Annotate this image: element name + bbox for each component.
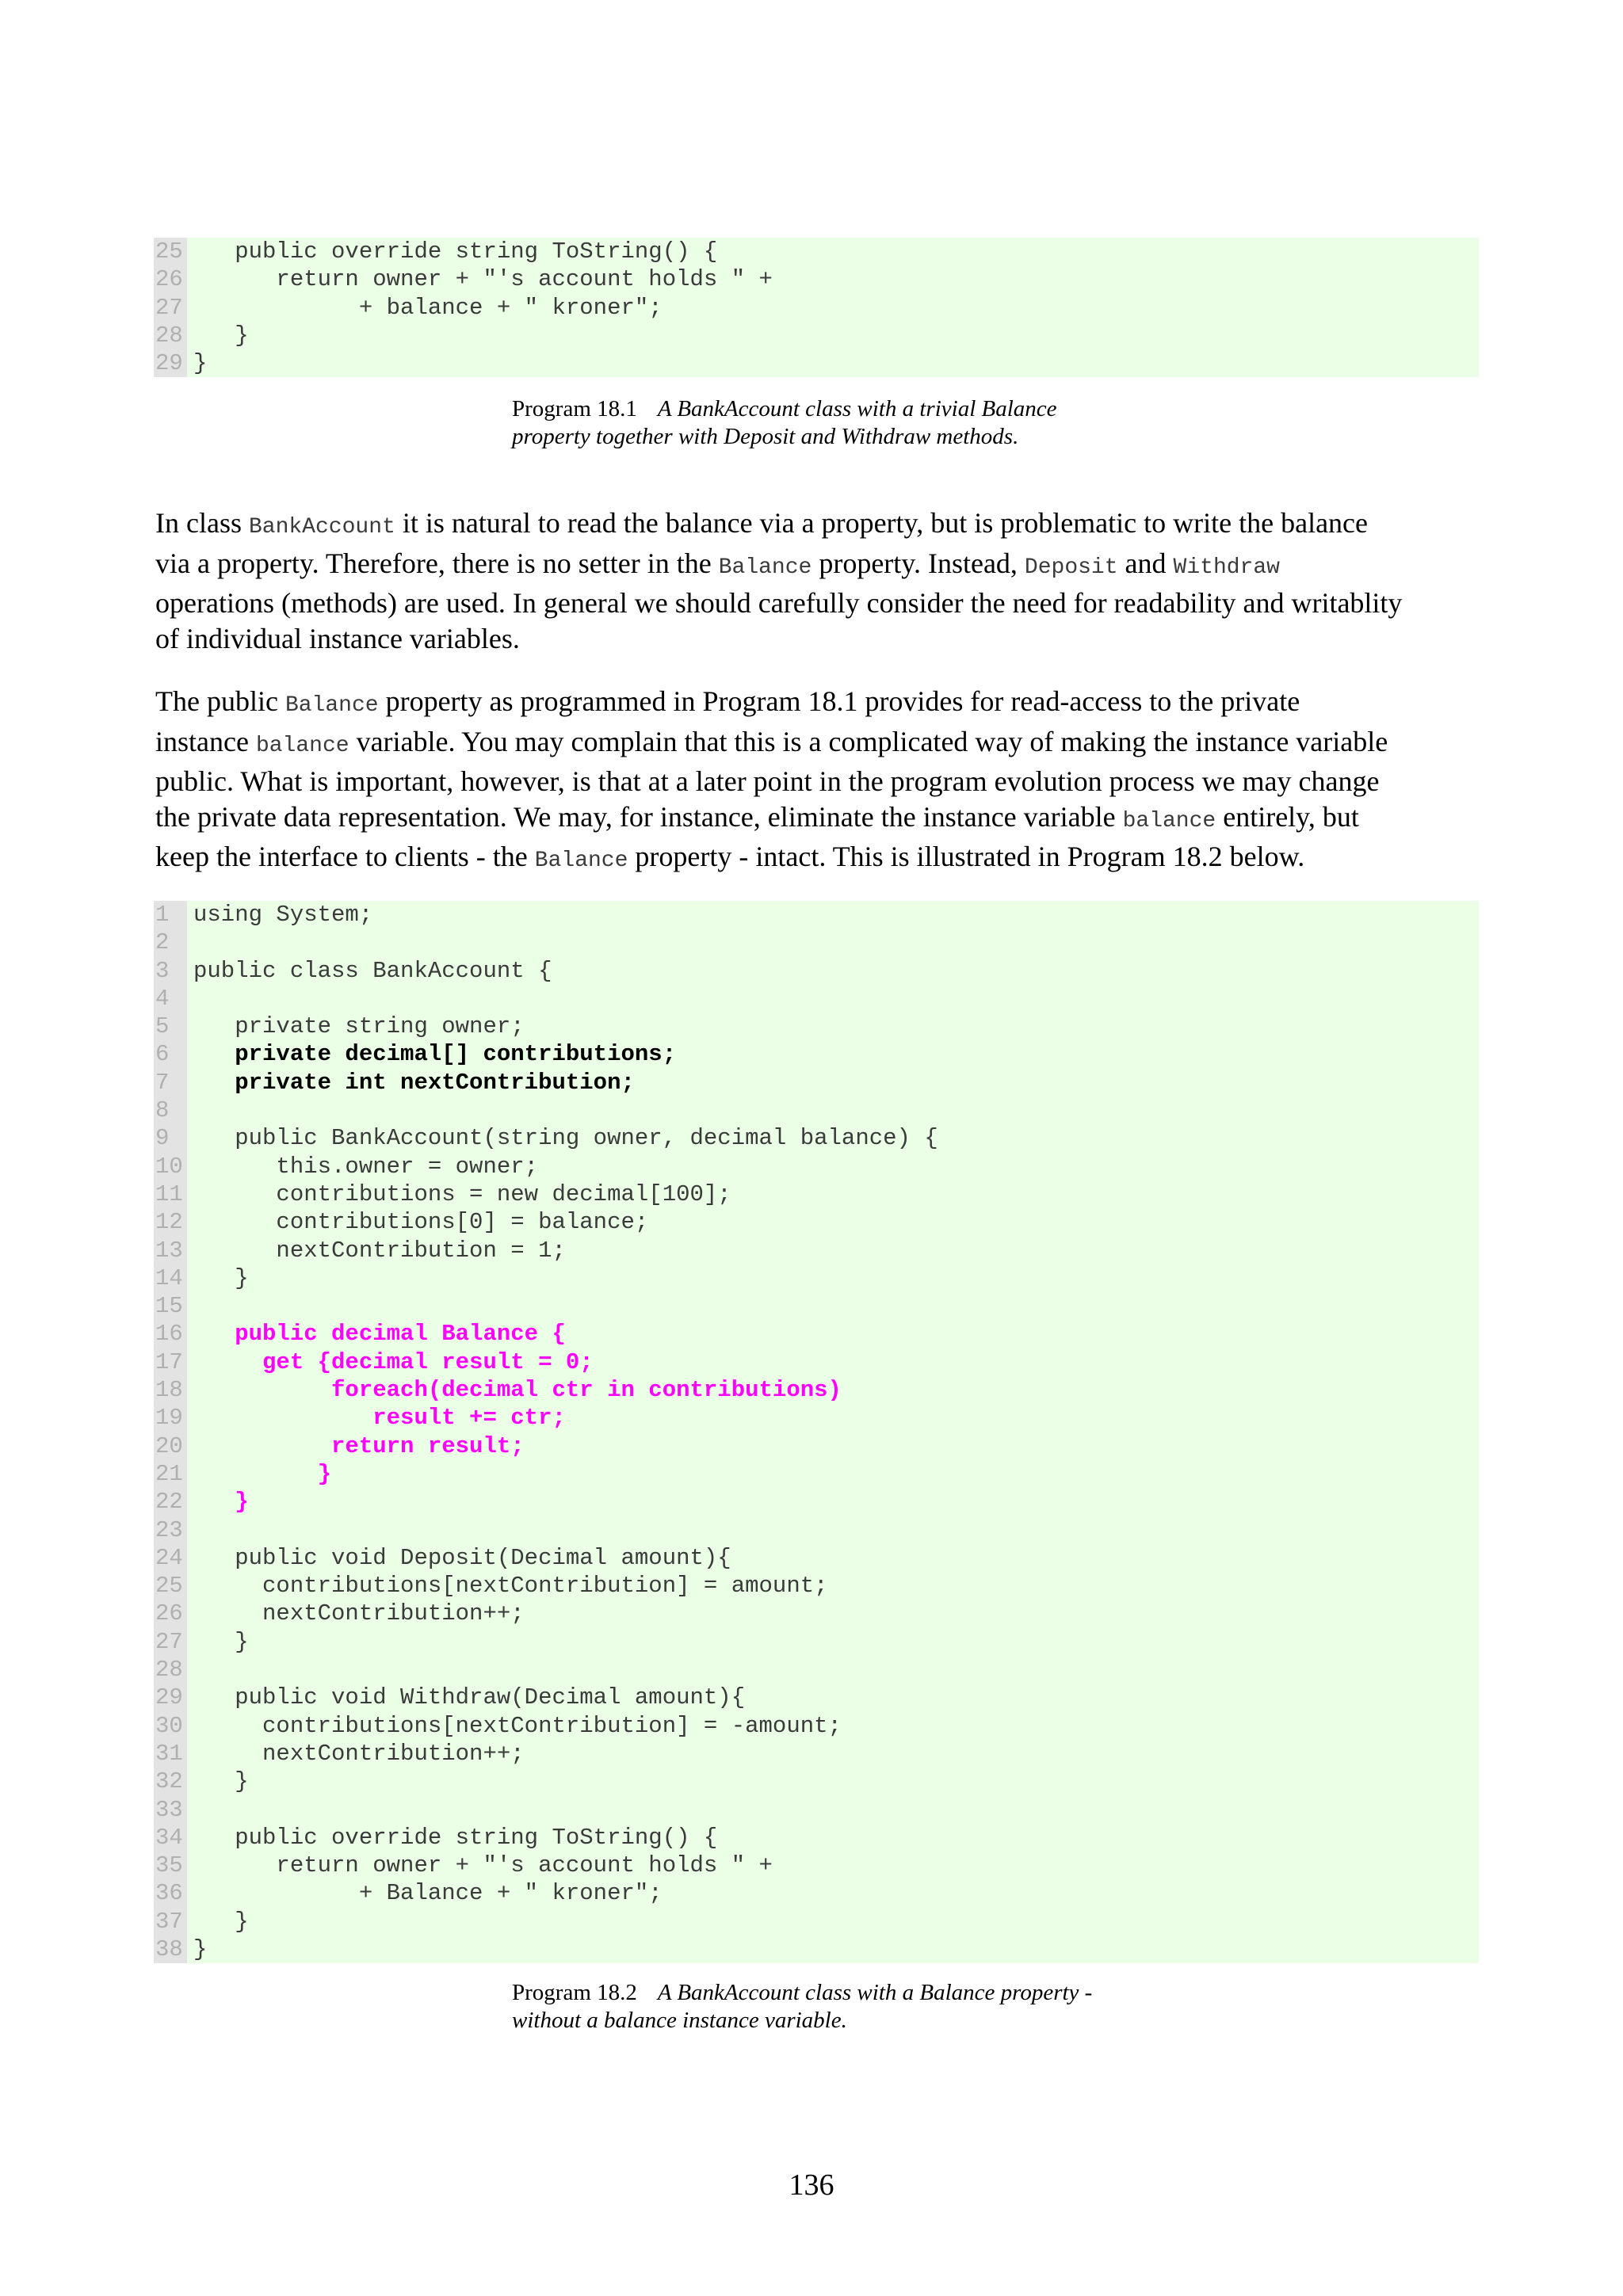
code-text: private int nextContribution; [193, 1069, 635, 1096]
code-line [154, 349, 1479, 377]
line-number: 34 [155, 1824, 183, 1851]
caption-program-18-2 [512, 1979, 1092, 2035]
paragraph-line [155, 799, 1487, 840]
paragraph-line: of individual instance variables. [155, 622, 520, 654]
code-text: public override string ToString() { [193, 1824, 718, 1851]
line-number: 19 [155, 1405, 183, 1432]
code-text: public BankAccount(string owner, decimal balance) { [193, 1125, 938, 1152]
code-term: balance [255, 733, 349, 758]
code-text: contributions[nextContribution] = amount; [193, 1573, 828, 1600]
line-number: 1 [155, 902, 170, 928]
code-line [154, 1069, 1479, 1097]
line-number: 12 [155, 1209, 183, 1236]
line-number: 37 [155, 1908, 183, 1935]
code-text: private string owner; [193, 1013, 525, 1040]
paragraph-line [155, 839, 1487, 879]
code-line [154, 985, 1479, 1013]
paragraph-line: public. What is important, however, is that at a later point in the program evolution process we may change [155, 765, 1380, 797]
code-text: } [193, 1936, 208, 1962]
text-run: The public [155, 685, 285, 717]
code-text: this.owner = owner; [193, 1153, 539, 1180]
line-number: 31 [155, 1740, 183, 1767]
code-term: Balance [534, 849, 628, 873]
code-line [154, 1432, 1479, 1460]
code-text: return result; [193, 1432, 525, 1459]
code-line [154, 1376, 1479, 1404]
code-term: Withdraw [1173, 555, 1280, 580]
code-text: } [193, 350, 208, 377]
code-text: return owner + "'s account holds " + [193, 1852, 773, 1879]
line-number: 26 [155, 266, 183, 293]
code-text: public void Withdraw(Decimal amount){ [193, 1684, 746, 1711]
code-line [154, 1348, 1479, 1376]
paragraph-line: operations (methods) are used. In general we should carefully consider the need for readability and writablity [155, 587, 1403, 619]
code-line [154, 1879, 1479, 1907]
text-run: instance [155, 725, 256, 757]
code-text: private decimal[] contributions; [193, 1041, 677, 1068]
line-number: 17 [155, 1348, 183, 1375]
line-number: 32 [155, 1768, 183, 1795]
code-line [154, 1712, 1479, 1740]
code-line [154, 1572, 1479, 1600]
code-text: } [193, 1768, 249, 1795]
code-line [154, 1040, 1479, 1068]
line-number: 10 [155, 1153, 183, 1180]
code-line [154, 1488, 1479, 1516]
code-text: contributions[nextContribution] = -amount; [193, 1712, 842, 1739]
line-number: 23 [155, 1516, 183, 1543]
code-line [154, 294, 1479, 322]
line-number: 8 [155, 1097, 170, 1124]
code-line [154, 1684, 1479, 1711]
code-line [154, 1208, 1479, 1236]
code-text: + Balance + " kroner"; [193, 1880, 663, 1907]
caption-text: A BankAccount class with a trivial Balance [657, 396, 1057, 421]
code-line [154, 1237, 1479, 1264]
text-run: property as programmed in Program 18.1 provides for read-access to the private [378, 685, 1300, 717]
line-number: 38 [155, 1936, 183, 1962]
code-text: public override string ToString() { [193, 238, 718, 265]
code-listing-program-18-2 [154, 901, 1479, 1963]
line-number: 30 [155, 1712, 183, 1739]
line-number: 33 [155, 1796, 183, 1823]
text-run: and [1117, 547, 1174, 579]
code-text: nextContribution++; [193, 1600, 525, 1627]
code-line [154, 1320, 1479, 1348]
caption-label: Program 18.1 [512, 396, 637, 421]
line-number: 27 [155, 294, 183, 321]
code-text: public class BankAccount { [193, 957, 552, 984]
line-number: 16 [155, 1321, 183, 1348]
code-line [154, 901, 1479, 929]
caption-line-1 [512, 395, 1057, 423]
code-line [154, 1936, 1479, 1963]
line-number: 13 [155, 1237, 183, 1264]
line-number: 7 [155, 1069, 170, 1096]
code-text: contributions[0] = balance; [193, 1209, 649, 1236]
line-number: 14 [155, 1264, 183, 1291]
line-number: 27 [155, 1628, 183, 1655]
text-run: entirely, but [1216, 800, 1359, 833]
code-term: Deposit [1024, 555, 1118, 580]
caption-line-2: property together with Deposit and Withdraw methods. [512, 424, 1019, 449]
code-text: foreach(decimal ctr in contributions) [193, 1377, 842, 1404]
code-line [154, 1460, 1479, 1488]
text-run: it is natural to read the balance via a property, but is problematic to write the balance [395, 507, 1369, 539]
code-text: get {decimal result = 0; [193, 1348, 594, 1375]
code-term: balance [1122, 808, 1216, 833]
line-number: 25 [155, 238, 183, 265]
code-text: } [193, 1264, 249, 1291]
code-text: result += ctr; [193, 1405, 566, 1432]
code-text: } [193, 1489, 249, 1516]
code-term: BankAccount [248, 515, 395, 540]
code-line [154, 1824, 1479, 1852]
code-line [154, 1180, 1479, 1208]
code-text: public decimal Balance { [193, 1321, 566, 1348]
caption-line-1 [512, 1979, 1092, 2007]
line-number: 11 [155, 1180, 183, 1207]
line-number: 25 [155, 1573, 183, 1600]
code-line [154, 1292, 1479, 1320]
line-number: 28 [155, 1657, 183, 1684]
code-text: } [193, 1460, 332, 1487]
line-number: 36 [155, 1880, 183, 1907]
caption-program-18-1 [512, 395, 1057, 451]
code-line [154, 1544, 1479, 1572]
caption-text: A BankAccount class with a Balance property - [657, 1980, 1093, 2005]
line-number: 6 [155, 1041, 170, 1068]
code-line [154, 1628, 1479, 1656]
text-run: the private data representation. We may, for instance, eliminate the instance variable [155, 800, 1123, 833]
code-line [154, 1908, 1479, 1936]
code-line [154, 1013, 1479, 1040]
code-line [154, 1740, 1479, 1768]
code-text: + balance + " kroner"; [193, 294, 663, 321]
paragraph-line [155, 724, 1487, 765]
code-text: public void Deposit(Decimal amount){ [193, 1544, 731, 1571]
body-paragraph-2 [155, 684, 1487, 879]
line-number: 15 [155, 1293, 183, 1320]
code-line [154, 1124, 1479, 1152]
code-text: nextContribution++; [193, 1740, 525, 1767]
code-line [154, 265, 1479, 293]
line-number: 2 [155, 929, 170, 956]
line-number: 4 [155, 985, 170, 1012]
code-line [154, 1097, 1479, 1124]
text-run: keep the interface to clients - the [155, 841, 535, 872]
code-line [154, 1656, 1479, 1684]
text-run: In class [155, 507, 249, 539]
paragraph-line [155, 684, 1487, 724]
code-line [154, 1516, 1479, 1544]
text-run: property - intact. This is illustrated in Program 18.2 below. [628, 841, 1305, 872]
code-line [154, 1768, 1479, 1795]
paragraph-line [155, 505, 1487, 546]
line-number: 28 [155, 322, 183, 349]
line-number: 5 [155, 1013, 170, 1040]
line-number: 29 [155, 350, 183, 377]
code-term: Balance [285, 693, 379, 718]
page-number: 136 [789, 2168, 834, 2202]
code-text: } [193, 322, 249, 349]
code-text: using System; [193, 902, 373, 928]
code-text: nextContribution = 1; [193, 1237, 566, 1264]
code-line [154, 929, 1479, 956]
code-listing-program-18-1 [154, 238, 1479, 377]
code-text: return owner + "'s account holds " + [193, 266, 773, 293]
line-number: 21 [155, 1460, 183, 1487]
body-paragraph-1 [155, 505, 1487, 656]
line-number: 24 [155, 1544, 183, 1571]
code-line [154, 1153, 1479, 1180]
text-run: variable. You may complain that this is a complicated way of making the instance variable [349, 725, 1388, 757]
line-number: 22 [155, 1489, 183, 1516]
code-text: } [193, 1908, 249, 1935]
text-run: via a property. Therefore, there is no setter in the [155, 547, 719, 579]
caption-label: Program 18.2 [512, 1980, 637, 2005]
code-line [154, 1852, 1479, 1879]
code-term: Balance [718, 555, 812, 580]
code-line [154, 238, 1479, 265]
text-run: property. Instead, [812, 547, 1025, 579]
line-number: 9 [155, 1125, 170, 1152]
paragraph-line [155, 546, 1487, 586]
code-line [154, 957, 1479, 985]
line-number: 35 [155, 1852, 183, 1879]
code-text: } [193, 1628, 249, 1655]
code-text: contributions = new decimal[100]; [193, 1180, 731, 1207]
line-number: 3 [155, 957, 170, 984]
line-number: 26 [155, 1600, 183, 1627]
line-number: 20 [155, 1432, 183, 1459]
code-line [154, 322, 1479, 349]
code-line [154, 1600, 1479, 1627]
line-number: 18 [155, 1377, 183, 1404]
code-line [154, 1796, 1479, 1824]
line-number: 29 [155, 1684, 183, 1711]
code-line [154, 1404, 1479, 1432]
caption-line-2: without a balance instance variable. [512, 2008, 847, 2033]
code-line [154, 1264, 1479, 1292]
